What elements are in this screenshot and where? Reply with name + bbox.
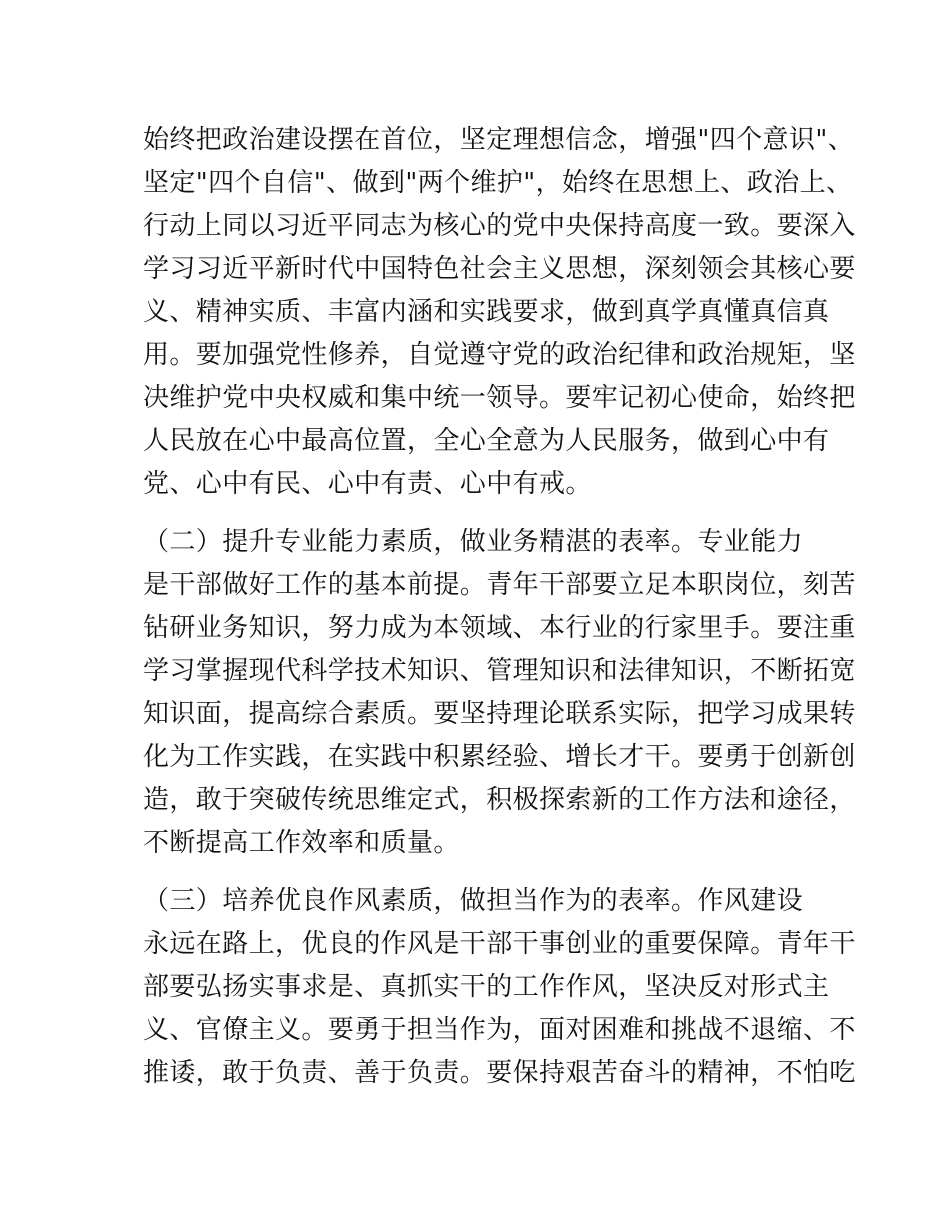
paragraph-3-line-2: 永远在路上，优良的作风是干部干事创业的重要保障。青年干 (143, 929, 856, 959)
paragraph-1-line-2: 坚定"四个自信"、做到"两个维护"，始终在思想上、政治上、 (143, 168, 853, 198)
paragraph-2-line-3: 钻研业务知识，努力成为本领域、本行业的行家里手。要注重 (143, 613, 856, 643)
paragraph-3-line-5: 推诿，敢于负责、善于负责。要保持艰苦奋斗的精神，不怕吃 (143, 1058, 856, 1088)
paragraph-3-line-4: 义、官僚主义。要勇于担当作为，面对困难和挑战不退缩、不 (143, 1015, 856, 1045)
paragraph-2-line-4: 学习掌握现代科学技术知识、管理知识和法律知识，不断拓宽 (143, 656, 856, 686)
paragraph-1-line-5: 义、精神实质、丰富内涵和实践要求，做到真学真懂真信真 (143, 297, 830, 327)
paragraph-2-line-8: 不断提高工作效率和质量。 (143, 828, 460, 858)
paragraph-1-line-1: 始终把政治建设摆在首位，坚定理想信念，增强"四个意识"、 (143, 125, 855, 155)
paragraph-3-line-1: （三）培养优良作风素质，做担当作为的表率。作风建设 (143, 886, 804, 916)
paragraph-1-line-4: 学习习近平新时代中国特色社会主义思想，深刻领会其核心要 (143, 254, 856, 284)
paragraph-2-line-1: （二）提升专业能力素质，做业务精湛的表率。专业能力 (143, 527, 804, 557)
paragraph-1-line-6: 用。要加强党性修养，自觉遵守党的政治纪律和政治规矩，坚 (143, 340, 856, 370)
paragraph-2-line-6: 化为工作实践，在实践中积累经验、增长才干。要勇于创新创 (143, 742, 856, 772)
paragraph-2-line-5: 知识面，提高综合素质。要坚持理论联系实际，把学习成果转 (143, 699, 856, 729)
paragraph-3-line-3: 部要弘扬实事求是、真抓实干的工作作风，坚决反对形式主 (143, 972, 830, 1002)
paragraph-2-line-2: 是干部做好工作的基本前提。青年干部要立足本职岗位，刻苦 (143, 570, 856, 600)
paragraph-1-line-3: 行动上同以习近平同志为核心的党中央保持高度一致。要深入 (143, 211, 856, 241)
paragraph-1-line-9: 党、心中有民、心中有责、心中有戒。 (143, 469, 592, 499)
paragraph-2-line-7: 造，敢于突破传统思维定式，积极探索新的工作方法和途径， (143, 785, 856, 815)
paragraph-1-line-8: 人民放在心中最高位置，全心全意为人民服务，做到心中有 (143, 426, 830, 456)
paragraph-1-line-7: 决维护党中央权威和集中统一领导。要牢记初心使命，始终把 (143, 383, 856, 413)
